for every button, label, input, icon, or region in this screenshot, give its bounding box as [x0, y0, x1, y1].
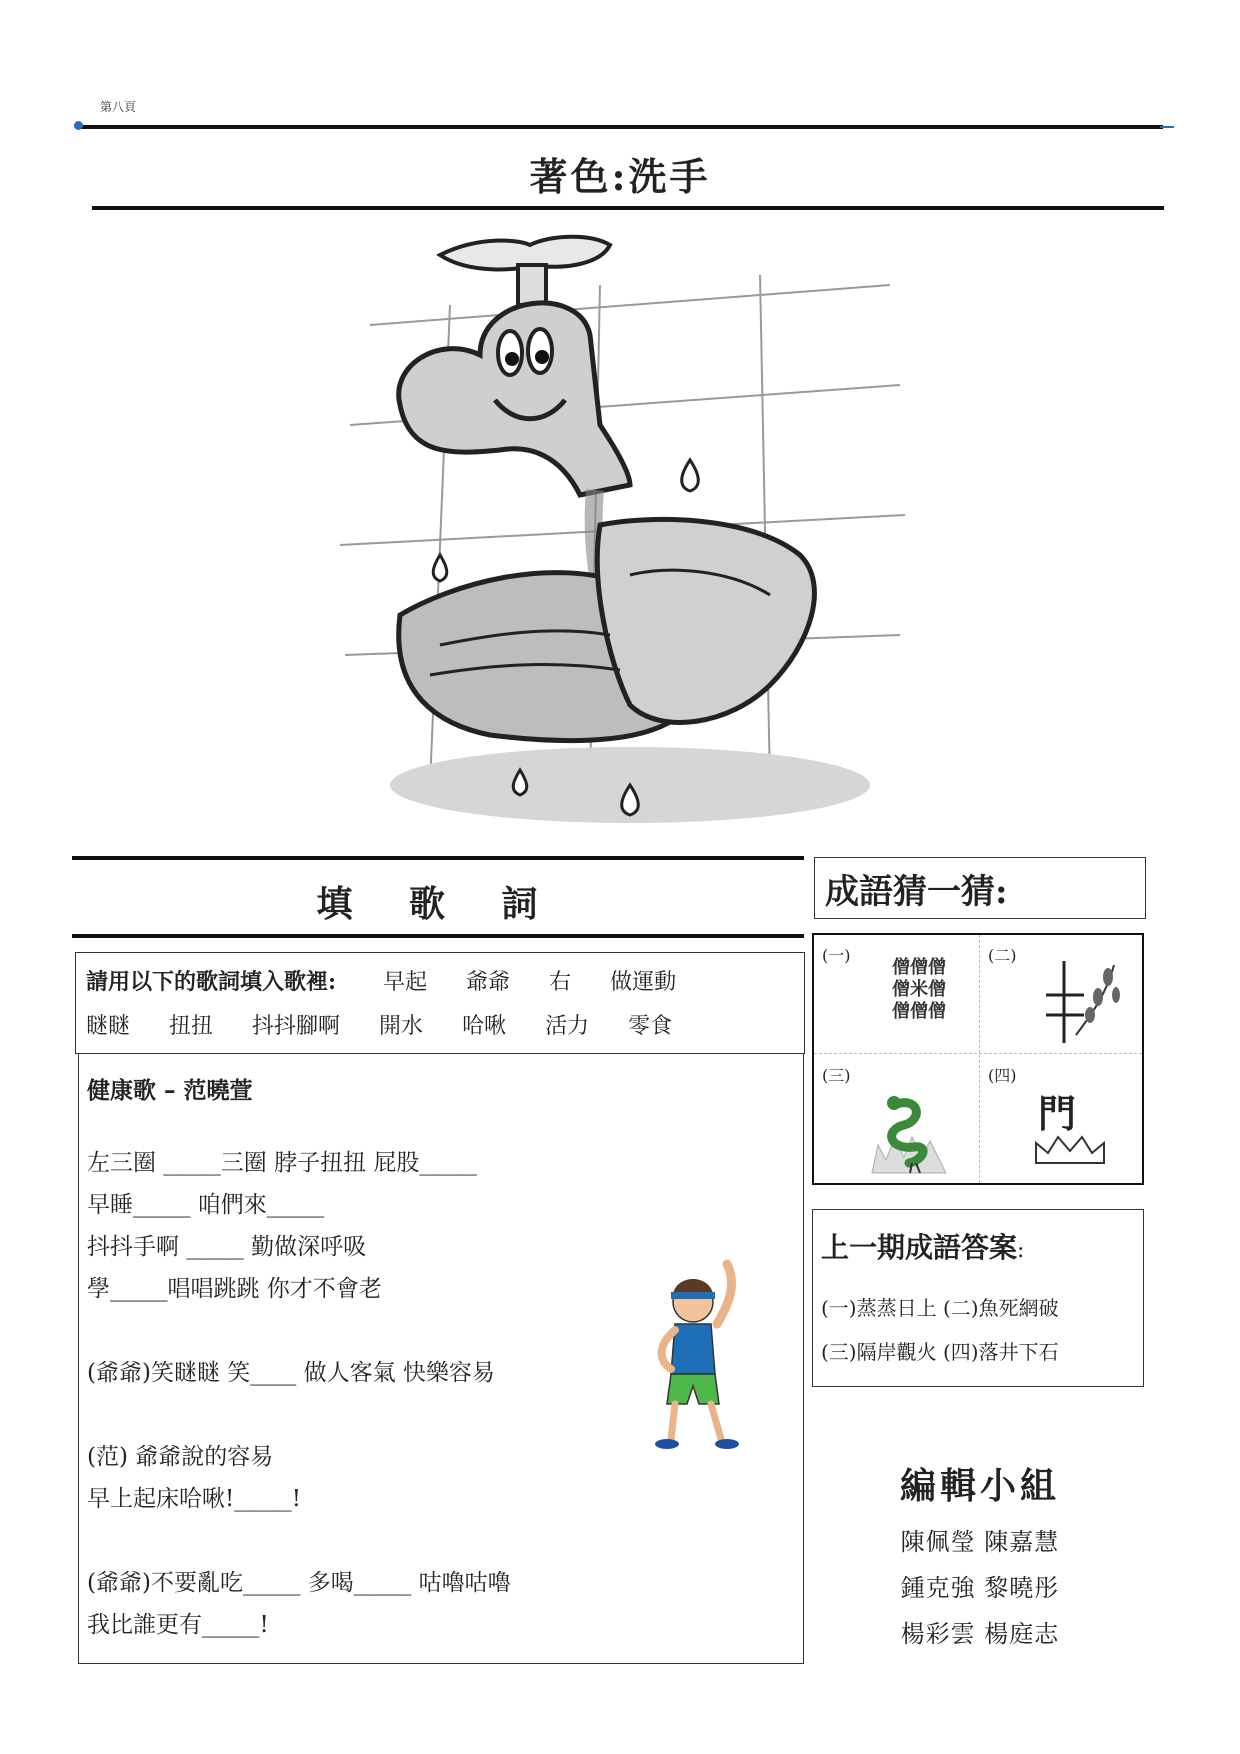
previous-answers-box: [812, 1209, 1144, 1387]
word-item: 瞇瞇: [86, 1014, 131, 1039]
song-line: (爺爺)笑瞇瞇 笑____ 做人客氣 快樂容易: [87, 1360, 495, 1386]
idiom-heading: 成語猜一猜:: [814, 857, 1146, 919]
idiom-puzzle-4: [980, 1055, 1144, 1177]
song-line: (爺爺)不要亂吃_____ 多喝_____ 咕嚕咕嚕: [87, 1570, 511, 1596]
song-line: 我比誰更有_____!: [87, 1612, 269, 1638]
puzzle-label: (二): [988, 946, 1017, 965]
answer-line: (三)隔岸觀火 (四)落井下石: [821, 1340, 1059, 1364]
puzzle-1-glyphs: [892, 957, 946, 1023]
word-bank: [75, 952, 805, 1054]
idiom-puzzle-3: [814, 1055, 978, 1177]
exercising-boy-illustration: [649, 1254, 759, 1454]
word-bank-row-1: [86, 965, 708, 996]
puzzle-4-gate-glyph: 門: [1038, 1091, 1077, 1136]
editors-row: 鍾克強 黎曉彤: [900, 1574, 1060, 1602]
puzzle-label: (三): [822, 1066, 851, 1085]
rule-dot-icon: [74, 121, 83, 130]
lyrics-rule-top: [72, 856, 804, 860]
puzzle-label: (一): [822, 946, 851, 965]
song-box: [78, 1054, 804, 1664]
word-item: 早起: [383, 970, 428, 995]
editors-heading: 編輯小組: [899, 1465, 1060, 1507]
editors-row: 楊彩雲 楊庭志: [900, 1620, 1060, 1648]
word-item: 爺爺: [466, 970, 511, 995]
idiom-puzzle-2: [980, 935, 1144, 1057]
word-item: 扭扭: [169, 1014, 214, 1039]
idiom-puzzle-grid: [812, 933, 1144, 1185]
word-item: 活力: [545, 1014, 590, 1039]
word-bank-row-2: [86, 1009, 704, 1040]
word-item: 零食: [628, 1014, 673, 1039]
song-line: 早上起床哈啾!_____!: [87, 1486, 301, 1512]
word-bank-instruction: 請用以下的歌詞填入歌裡:: [86, 969, 337, 995]
word-item: 做運動: [610, 970, 677, 995]
page-title: 著色:洗手: [529, 154, 711, 199]
song-line: 抖抖手啊 _____ 勤做深呼吸: [87, 1234, 367, 1260]
branch-symbol-icon: [1036, 955, 1126, 1045]
word-item: 抖抖腳啊: [252, 1014, 341, 1039]
word-item: 開水: [379, 1014, 424, 1039]
top-rule: [78, 125, 1163, 129]
title-rule: [92, 206, 1164, 210]
lyrics-heading: 填 歌 詞: [316, 883, 560, 925]
song-line: (范) 爺爺說的容易: [87, 1444, 274, 1470]
song-line: 早睡_____ 咱們來_____: [87, 1192, 325, 1218]
puzzle-label: (四): [988, 1066, 1017, 1085]
song-line: 左三圈 _____三圈 脖子扭扭 屁股_____: [87, 1150, 477, 1176]
puzzle-1-row: 僧僧僧: [892, 957, 946, 978]
song-title: 健康歌 – 范曉萱: [87, 1077, 253, 1104]
rule-tail: [1160, 126, 1174, 128]
editors-row: 陳佩瑩 陳嘉慧: [900, 1528, 1060, 1556]
previous-answers-heading-text: 上一期成語答案: [821, 1231, 1018, 1264]
answer-line: (一)蒸蒸日上 (二)魚死網破: [821, 1296, 1059, 1320]
puzzle-1-row: 僧僧僧: [892, 1001, 946, 1022]
puzzle-1-row: 僧米僧: [892, 979, 946, 1000]
previous-answers-heading: 上一期成語答案:: [821, 1231, 1025, 1264]
word-item: 右: [549, 970, 572, 995]
faucet-hands-illustration: [330, 225, 910, 830]
song-line: 學_____唱唱跳跳 你才不會老: [87, 1276, 382, 1302]
word-item: 哈啾: [462, 1014, 507, 1039]
page-number: 第八頁: [100, 100, 137, 114]
lyrics-rule-bottom: [72, 934, 804, 938]
snake-over-fire-icon: [864, 1085, 954, 1175]
idiom-puzzle-1: [814, 935, 978, 1057]
crown-shape-icon: [1030, 1133, 1110, 1167]
